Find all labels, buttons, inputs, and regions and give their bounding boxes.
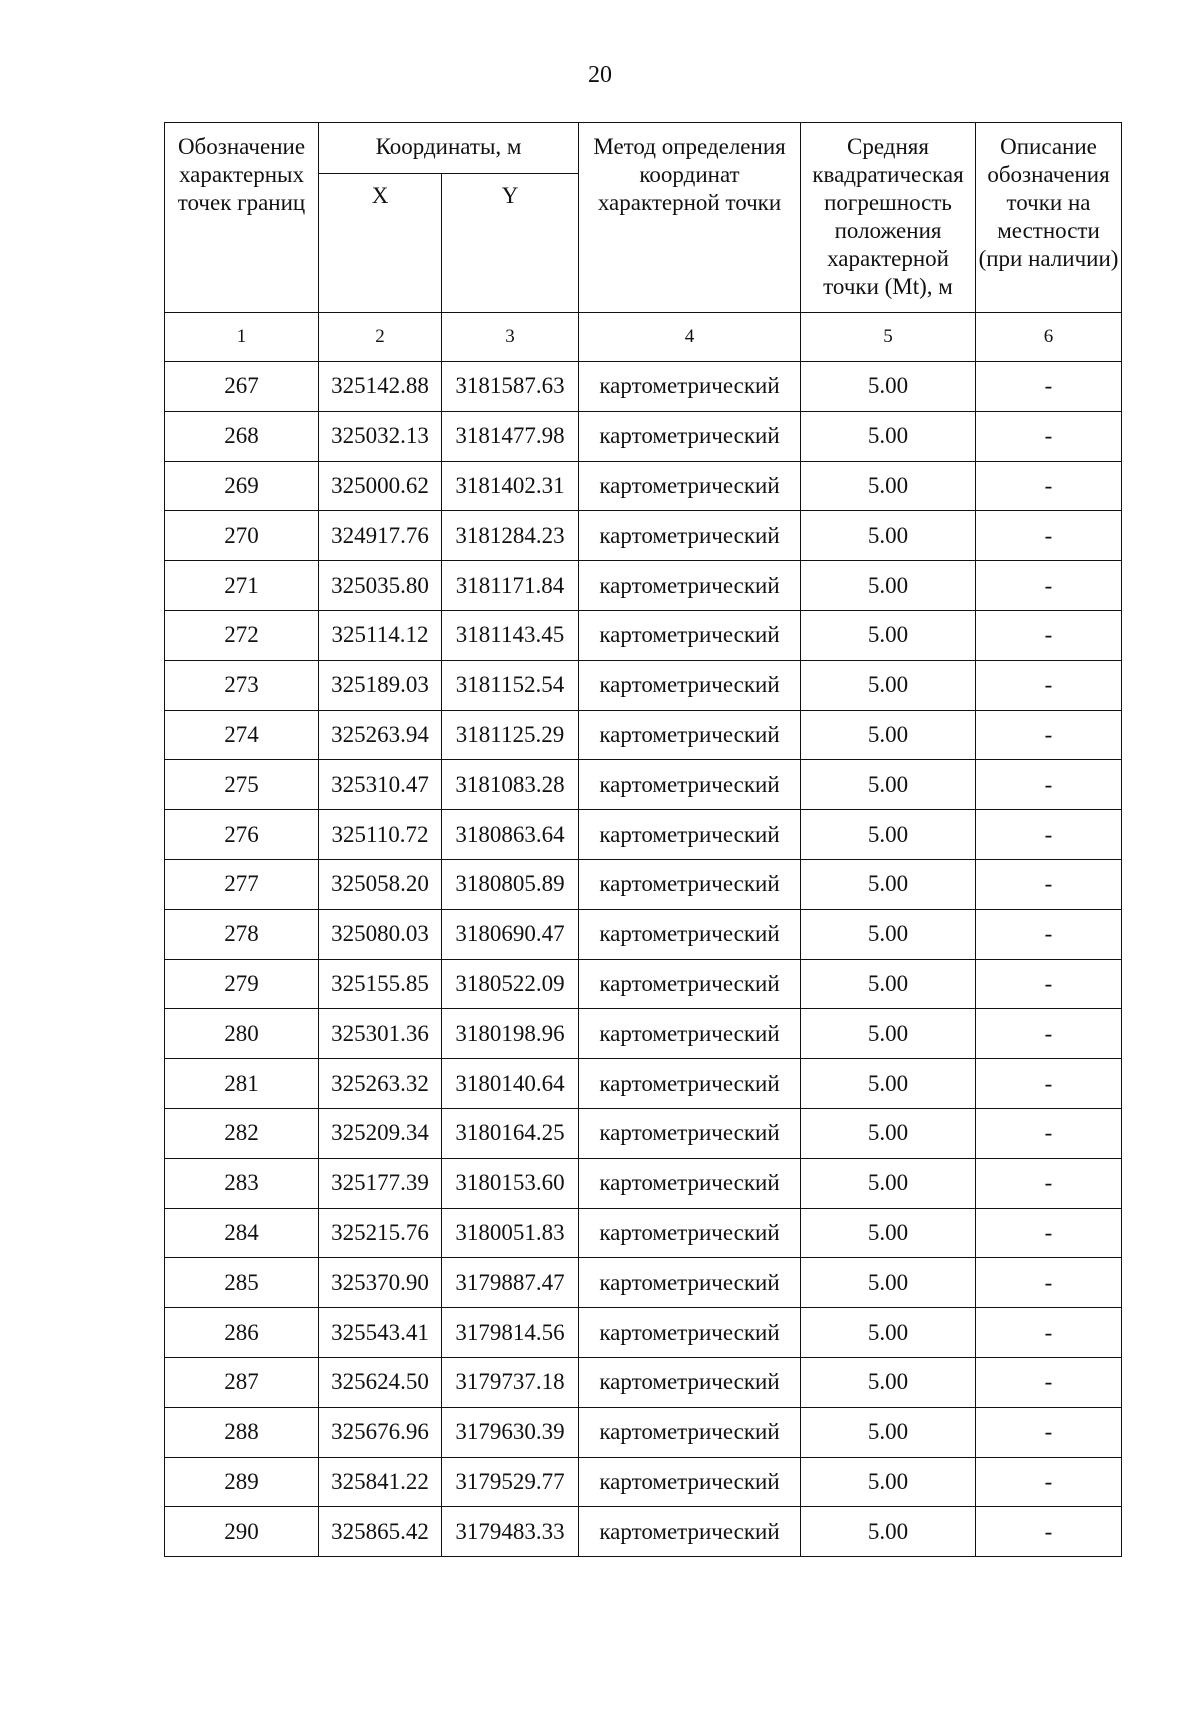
cell-y: 3181284.23 — [442, 511, 579, 561]
cell-description: - — [976, 710, 1122, 760]
table-row — [165, 1158, 1122, 1208]
cell-x: 325865.42 — [319, 1507, 442, 1557]
cell-x: 325035.80 — [319, 561, 442, 611]
cell-point: 280 — [165, 1009, 319, 1059]
cell-y: 3180198.96 — [442, 1009, 579, 1059]
cell-x: 325114.12 — [319, 610, 442, 660]
header-method: Метод определения координат характерной точки — [579, 123, 801, 313]
cell-mt: 5.00 — [801, 1258, 976, 1308]
cell-point: 269 — [165, 461, 319, 511]
cell-x: 325110.72 — [319, 810, 442, 860]
table-row — [165, 660, 1122, 710]
cell-y: 3180522.09 — [442, 959, 579, 1009]
column-number: 1 — [165, 313, 319, 362]
cell-method: картометрический — [579, 1407, 801, 1457]
cell-mt: 5.00 — [801, 1507, 976, 1557]
cell-description: - — [976, 561, 1122, 611]
cell-description: - — [976, 511, 1122, 561]
table-header — [165, 123, 1122, 362]
cell-method: картометрический — [579, 511, 801, 561]
cell-method: картометрический — [579, 1108, 801, 1158]
table-row — [165, 909, 1122, 959]
cell-mt: 5.00 — [801, 859, 976, 909]
cell-y: 3179814.56 — [442, 1308, 579, 1358]
cell-x: 325155.85 — [319, 959, 442, 1009]
cell-description: - — [976, 1407, 1122, 1457]
cell-x: 325370.90 — [319, 1258, 442, 1308]
cell-mt: 5.00 — [801, 710, 976, 760]
cell-x: 325080.03 — [319, 909, 442, 959]
cell-y: 3180153.60 — [442, 1158, 579, 1208]
cell-y: 3181143.45 — [442, 610, 579, 660]
table-row — [165, 1009, 1122, 1059]
cell-mt: 5.00 — [801, 1407, 976, 1457]
cell-mt: 5.00 — [801, 1208, 976, 1258]
cell-x: 325263.94 — [319, 710, 442, 760]
table-row — [165, 1357, 1122, 1407]
cell-point: 281 — [165, 1059, 319, 1109]
cell-y: 3181587.63 — [442, 362, 579, 412]
column-number: 6 — [976, 313, 1122, 362]
cell-x: 325841.22 — [319, 1457, 442, 1507]
cell-method: картометрический — [579, 561, 801, 611]
cell-point: 284 — [165, 1208, 319, 1258]
cell-point: 288 — [165, 1407, 319, 1457]
cell-y: 3179630.39 — [442, 1407, 579, 1457]
cell-method: картометрический — [579, 1308, 801, 1358]
table-row — [165, 1208, 1122, 1258]
cell-method: картометрический — [579, 1158, 801, 1208]
cell-method: картометрический — [579, 1059, 801, 1109]
cell-method: картометрический — [579, 660, 801, 710]
table-row — [165, 610, 1122, 660]
cell-description: - — [976, 1457, 1122, 1507]
table-row — [165, 1507, 1122, 1557]
table-row — [165, 511, 1122, 561]
cell-mt: 5.00 — [801, 561, 976, 611]
cell-description: - — [976, 909, 1122, 959]
cell-description: - — [976, 411, 1122, 461]
cell-point: 279 — [165, 959, 319, 1009]
cell-method: картометрический — [579, 760, 801, 810]
cell-description: - — [976, 1258, 1122, 1308]
cell-mt: 5.00 — [801, 362, 976, 412]
cell-mt: 5.00 — [801, 1059, 976, 1109]
cell-method: картометрический — [579, 1357, 801, 1407]
cell-x: 324917.76 — [319, 511, 442, 561]
cell-method: картометрический — [579, 362, 801, 412]
cell-point: 286 — [165, 1308, 319, 1358]
cell-y: 3180140.64 — [442, 1059, 579, 1109]
cell-point: 287 — [165, 1357, 319, 1407]
cell-point: 283 — [165, 1158, 319, 1208]
table-row — [165, 760, 1122, 810]
cell-x: 325215.76 — [319, 1208, 442, 1258]
cell-description: - — [976, 1009, 1122, 1059]
cell-method: картометрический — [579, 1507, 801, 1557]
cell-y: 3179483.33 — [442, 1507, 579, 1557]
cell-mt: 5.00 — [801, 909, 976, 959]
cell-y: 3179529.77 — [442, 1457, 579, 1507]
cell-mt: 5.00 — [801, 810, 976, 860]
cell-method: картометрический — [579, 1208, 801, 1258]
table-row — [165, 710, 1122, 760]
header-description: Описание обозначения точки на местности (при наличии) — [976, 123, 1122, 313]
header-y: Y — [442, 174, 579, 313]
table-row — [165, 810, 1122, 860]
table-row — [165, 1308, 1122, 1358]
cell-point: 273 — [165, 660, 319, 710]
cell-method: картометрический — [579, 710, 801, 760]
cell-y: 3181171.84 — [442, 561, 579, 611]
table-row — [165, 561, 1122, 611]
cell-point: 272 — [165, 610, 319, 660]
cell-method: картометрический — [579, 1457, 801, 1507]
cell-y: 3181152.54 — [442, 660, 579, 710]
page-number: 20 — [588, 62, 612, 88]
cell-point: 282 — [165, 1108, 319, 1158]
cell-method: картометрический — [579, 1009, 801, 1059]
cell-method: картометрический — [579, 411, 801, 461]
table-row — [165, 859, 1122, 909]
cell-mt: 5.00 — [801, 461, 976, 511]
table-row — [165, 1059, 1122, 1109]
cell-point: 271 — [165, 561, 319, 611]
cell-description: - — [976, 660, 1122, 710]
cell-point: 268 — [165, 411, 319, 461]
cell-description: - — [976, 461, 1122, 511]
cell-description: - — [976, 810, 1122, 860]
cell-description: - — [976, 610, 1122, 660]
cell-y: 3179737.18 — [442, 1357, 579, 1407]
cell-x: 325263.32 — [319, 1059, 442, 1109]
cell-y: 3180690.47 — [442, 909, 579, 959]
cell-method: картометрический — [579, 959, 801, 1009]
cell-description: - — [976, 1158, 1122, 1208]
cell-mt: 5.00 — [801, 1009, 976, 1059]
cell-method: картометрический — [579, 859, 801, 909]
cell-mt: 5.00 — [801, 511, 976, 561]
cell-x: 325177.39 — [319, 1158, 442, 1208]
cell-x: 325209.34 — [319, 1108, 442, 1158]
cell-mt: 5.00 — [801, 660, 976, 710]
cell-mt: 5.00 — [801, 760, 976, 810]
cell-description: - — [976, 1308, 1122, 1358]
cell-mt: 5.00 — [801, 1308, 976, 1358]
cell-y: 3180051.83 — [442, 1208, 579, 1258]
cell-method: картометрический — [579, 610, 801, 660]
cell-point: 276 — [165, 810, 319, 860]
cell-x: 325543.41 — [319, 1308, 442, 1358]
cell-y: 3180164.25 — [442, 1108, 579, 1158]
cell-description: - — [976, 1059, 1122, 1109]
cell-mt: 5.00 — [801, 1108, 976, 1158]
cell-x: 325624.50 — [319, 1357, 442, 1407]
cell-x: 325189.03 — [319, 660, 442, 710]
column-numbers-row — [165, 313, 1122, 362]
header-error: Средняя квадратическая погрешность положения характерной точки (Mt), м — [801, 123, 976, 313]
cell-y: 3180863.64 — [442, 810, 579, 860]
header-designation: Обозначение характерных точек границ — [165, 123, 319, 313]
cell-description: - — [976, 959, 1122, 1009]
cell-description: - — [976, 362, 1122, 412]
cell-y: 3181083.28 — [442, 760, 579, 810]
cell-point: 275 — [165, 760, 319, 810]
table-row — [165, 1407, 1122, 1457]
cell-y: 3179887.47 — [442, 1258, 579, 1308]
cell-y: 3181477.98 — [442, 411, 579, 461]
cell-x: 325310.47 — [319, 760, 442, 810]
cell-x: 325000.62 — [319, 461, 442, 511]
cell-point: 289 — [165, 1457, 319, 1507]
table-row — [165, 1108, 1122, 1158]
cell-method: картометрический — [579, 1258, 801, 1308]
table-row — [165, 1258, 1122, 1308]
cell-point: 274 — [165, 710, 319, 760]
cell-y: 3181402.31 — [442, 461, 579, 511]
column-number: 5 — [801, 313, 976, 362]
cell-y: 3181125.29 — [442, 710, 579, 760]
cell-point: 278 — [165, 909, 319, 959]
cell-method: картометрический — [579, 461, 801, 511]
column-number: 2 — [319, 313, 442, 362]
cell-mt: 5.00 — [801, 1357, 976, 1407]
cell-mt: 5.00 — [801, 959, 976, 1009]
cell-method: картометрический — [579, 909, 801, 959]
cell-description: - — [976, 1208, 1122, 1258]
cell-point: 285 — [165, 1258, 319, 1308]
cell-x: 325301.36 — [319, 1009, 442, 1059]
table-row — [165, 1457, 1122, 1507]
cell-x: 325032.13 — [319, 411, 442, 461]
cell-description: - — [976, 1357, 1122, 1407]
cell-description: - — [976, 859, 1122, 909]
cell-description: - — [976, 760, 1122, 810]
cell-description: - — [976, 1507, 1122, 1557]
table-row — [165, 362, 1122, 412]
table-body — [165, 362, 1122, 1557]
cell-point: 267 — [165, 362, 319, 412]
table-row — [165, 461, 1122, 511]
cell-y: 3180805.89 — [442, 859, 579, 909]
cell-x: 325142.88 — [319, 362, 442, 412]
cell-mt: 5.00 — [801, 610, 976, 660]
cell-method: картометрический — [579, 810, 801, 860]
column-number: 3 — [442, 313, 579, 362]
column-number: 4 — [579, 313, 801, 362]
cell-point: 277 — [165, 859, 319, 909]
coordinates-table — [164, 122, 1122, 1557]
table-row — [165, 411, 1122, 461]
cell-description: - — [976, 1108, 1122, 1158]
header-x: X — [319, 174, 442, 313]
cell-mt: 5.00 — [801, 1158, 976, 1208]
cell-x: 325058.20 — [319, 859, 442, 909]
header-coordinates: Координаты, м — [319, 123, 579, 174]
cell-mt: 5.00 — [801, 411, 976, 461]
cell-point: 270 — [165, 511, 319, 561]
cell-mt: 5.00 — [801, 1457, 976, 1507]
cell-point: 290 — [165, 1507, 319, 1557]
table-row — [165, 959, 1122, 1009]
cell-x: 325676.96 — [319, 1407, 442, 1457]
